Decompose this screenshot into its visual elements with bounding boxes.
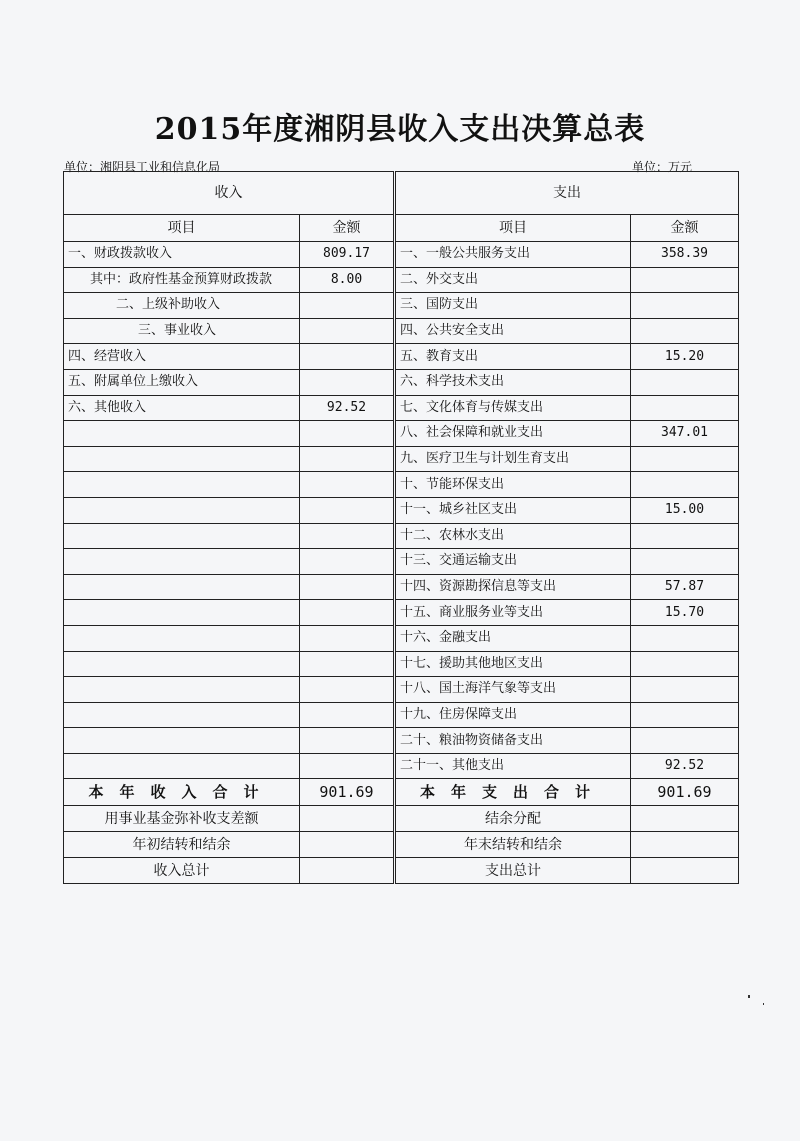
table-row bbox=[64, 267, 739, 293]
expense-footer-amount bbox=[631, 806, 739, 832]
expense-amount: 15.20 bbox=[631, 344, 739, 370]
table-row bbox=[64, 369, 739, 395]
expense-footer-label: 年末结转和结余 bbox=[395, 832, 631, 858]
table-row bbox=[64, 446, 739, 472]
table-row bbox=[64, 421, 739, 447]
expense-amount bbox=[631, 369, 739, 395]
table-row bbox=[64, 497, 739, 523]
budget-table bbox=[63, 171, 739, 884]
table-row bbox=[64, 472, 739, 498]
table-row bbox=[64, 702, 739, 728]
expense-header: 支出 bbox=[395, 172, 739, 215]
table-row bbox=[64, 600, 739, 626]
expense-item: 一、一般公共服务支出 bbox=[395, 242, 631, 268]
income-item bbox=[64, 728, 300, 754]
income-item bbox=[64, 753, 300, 779]
expense-item: 七、文化体育与传媒支出 bbox=[395, 395, 631, 421]
expense-item: 十四、资源勘探信息等支出 bbox=[395, 574, 631, 600]
expense-item: 八、社会保障和就业支出 bbox=[395, 421, 631, 447]
expense-amount bbox=[631, 625, 739, 651]
income-footer-amount bbox=[300, 832, 395, 858]
income-amount-header: 金额 bbox=[300, 215, 395, 242]
table-row bbox=[64, 651, 739, 677]
income-amount bbox=[300, 344, 395, 370]
income-amount bbox=[300, 625, 395, 651]
expense-amount bbox=[631, 702, 739, 728]
footer-row bbox=[64, 832, 739, 858]
expense-item: 十、节能环保支出 bbox=[395, 472, 631, 498]
expense-amount: 92.52 bbox=[631, 753, 739, 779]
income-item: 六、其他收入 bbox=[64, 395, 300, 421]
income-item bbox=[64, 549, 300, 575]
expense-footer-label: 结余分配 bbox=[395, 806, 631, 832]
income-amount bbox=[300, 497, 395, 523]
expense-amount bbox=[631, 318, 739, 344]
expense-item: 十五、商业服务业等支出 bbox=[395, 600, 631, 626]
expense-item-header: 项目 bbox=[395, 215, 631, 242]
income-amount bbox=[300, 369, 395, 395]
income-item bbox=[64, 651, 300, 677]
expense-item: 十三、交通运输支出 bbox=[395, 549, 631, 575]
income-amount: 92.52 bbox=[300, 395, 395, 421]
expense-amount bbox=[631, 293, 739, 319]
income-item: 其中：政府性基金预算财政拨款 bbox=[64, 267, 300, 293]
unit-label: 单位：湘阴县工业和信息化局 bbox=[64, 160, 221, 174]
table-row bbox=[64, 753, 739, 779]
income-amount bbox=[300, 677, 395, 703]
expense-amount bbox=[631, 523, 739, 549]
expense-item: 六、科学技术支出 bbox=[395, 369, 631, 395]
income-item: 一、财政拨款收入 bbox=[64, 242, 300, 268]
income-item-header: 项目 bbox=[64, 215, 300, 242]
expense-amount: 15.00 bbox=[631, 497, 739, 523]
table-row bbox=[64, 625, 739, 651]
expense-item: 四、公共安全支出 bbox=[395, 318, 631, 344]
expense-amount-header: 金额 bbox=[631, 215, 739, 242]
table-row bbox=[64, 728, 739, 754]
income-item bbox=[64, 472, 300, 498]
column-header-row bbox=[64, 215, 739, 242]
currency-unit-label: 单位：万元 bbox=[632, 160, 693, 174]
income-item: 四、经营收入 bbox=[64, 344, 300, 370]
expense-amount bbox=[631, 549, 739, 575]
income-amount bbox=[300, 318, 395, 344]
income-amount bbox=[300, 651, 395, 677]
income-amount bbox=[300, 702, 395, 728]
expense-amount: 15.70 bbox=[631, 600, 739, 626]
expense-item: 十二、农林水支出 bbox=[395, 523, 631, 549]
income-amount: 8.00 bbox=[300, 267, 395, 293]
income-footer-label: 用事业基金弥补收支差额 bbox=[64, 806, 300, 832]
expense-item: 三、国防支出 bbox=[395, 293, 631, 319]
income-item: 五、附属单位上缴收入 bbox=[64, 369, 300, 395]
page-title: 2015年度湘阴县收入支出决算总表 bbox=[154, 112, 646, 147]
expense-amount bbox=[631, 472, 739, 498]
expense-amount: 57.87 bbox=[631, 574, 739, 600]
expense-footer-amount bbox=[631, 858, 739, 884]
expense-total-amount: 901.69 bbox=[631, 779, 739, 806]
totals-row bbox=[64, 779, 739, 806]
expense-amount bbox=[631, 395, 739, 421]
expense-amount bbox=[631, 728, 739, 754]
expense-item: 二、外交支出 bbox=[395, 267, 631, 293]
income-footer-label: 收入总计 bbox=[64, 858, 300, 884]
expense-item: 五、教育支出 bbox=[395, 344, 631, 370]
income-amount bbox=[300, 549, 395, 575]
income-amount bbox=[300, 753, 395, 779]
scan-speck bbox=[748, 995, 750, 998]
footer-row bbox=[64, 858, 739, 884]
table-row bbox=[64, 574, 739, 600]
expense-item: 十九、住房保障支出 bbox=[395, 702, 631, 728]
expense-total-label: 本年支出合计 bbox=[395, 779, 631, 806]
footer-row bbox=[64, 806, 739, 832]
income-amount: 809.17 bbox=[300, 242, 395, 268]
expense-amount bbox=[631, 267, 739, 293]
income-amount bbox=[300, 523, 395, 549]
income-footer-amount bbox=[300, 858, 395, 884]
income-item bbox=[64, 600, 300, 626]
table-row bbox=[64, 395, 739, 421]
table-row bbox=[64, 242, 739, 268]
income-item: 三、事业收入 bbox=[64, 318, 300, 344]
income-item bbox=[64, 446, 300, 472]
income-amount bbox=[300, 446, 395, 472]
income-item bbox=[64, 625, 300, 651]
income-item bbox=[64, 574, 300, 600]
expense-amount: 358.39 bbox=[631, 242, 739, 268]
expense-item: 十一、城乡社区支出 bbox=[395, 497, 631, 523]
income-amount bbox=[300, 728, 395, 754]
income-item bbox=[64, 677, 300, 703]
expense-amount bbox=[631, 446, 739, 472]
income-item bbox=[64, 702, 300, 728]
expense-footer-amount bbox=[631, 832, 739, 858]
income-item bbox=[64, 523, 300, 549]
income-item: 二、上级补助收入 bbox=[64, 293, 300, 319]
table-row bbox=[64, 318, 739, 344]
income-footer-amount bbox=[300, 806, 395, 832]
expense-item: 九、医疗卫生与计划生育支出 bbox=[395, 446, 631, 472]
expense-amount bbox=[631, 651, 739, 677]
income-header: 收入 bbox=[64, 172, 395, 215]
expense-item: 二十、粮油物资储备支出 bbox=[395, 728, 631, 754]
income-amount bbox=[300, 421, 395, 447]
income-total-amount: 901.69 bbox=[300, 779, 395, 806]
table-row bbox=[64, 344, 739, 370]
table-header-row bbox=[64, 172, 739, 215]
expense-item: 二十一、其他支出 bbox=[395, 753, 631, 779]
income-footer-label: 年初结转和结余 bbox=[64, 832, 300, 858]
expense-item: 十七、援助其他地区支出 bbox=[395, 651, 631, 677]
expense-item: 十八、国土海洋气象等支出 bbox=[395, 677, 631, 703]
income-item bbox=[64, 497, 300, 523]
income-item bbox=[64, 421, 300, 447]
table-row bbox=[64, 549, 739, 575]
income-amount bbox=[300, 574, 395, 600]
scan-speck bbox=[763, 1003, 764, 1005]
table-row bbox=[64, 293, 739, 319]
expense-amount bbox=[631, 677, 739, 703]
income-amount bbox=[300, 293, 395, 319]
expense-footer-label: 支出总计 bbox=[395, 858, 631, 884]
expense-item: 十六、金融支出 bbox=[395, 625, 631, 651]
income-total-label: 本年收入合计 bbox=[64, 779, 300, 806]
income-amount bbox=[300, 472, 395, 498]
table-row bbox=[64, 677, 739, 703]
expense-amount: 347.01 bbox=[631, 421, 739, 447]
income-amount bbox=[300, 600, 395, 626]
table-row bbox=[64, 523, 739, 549]
